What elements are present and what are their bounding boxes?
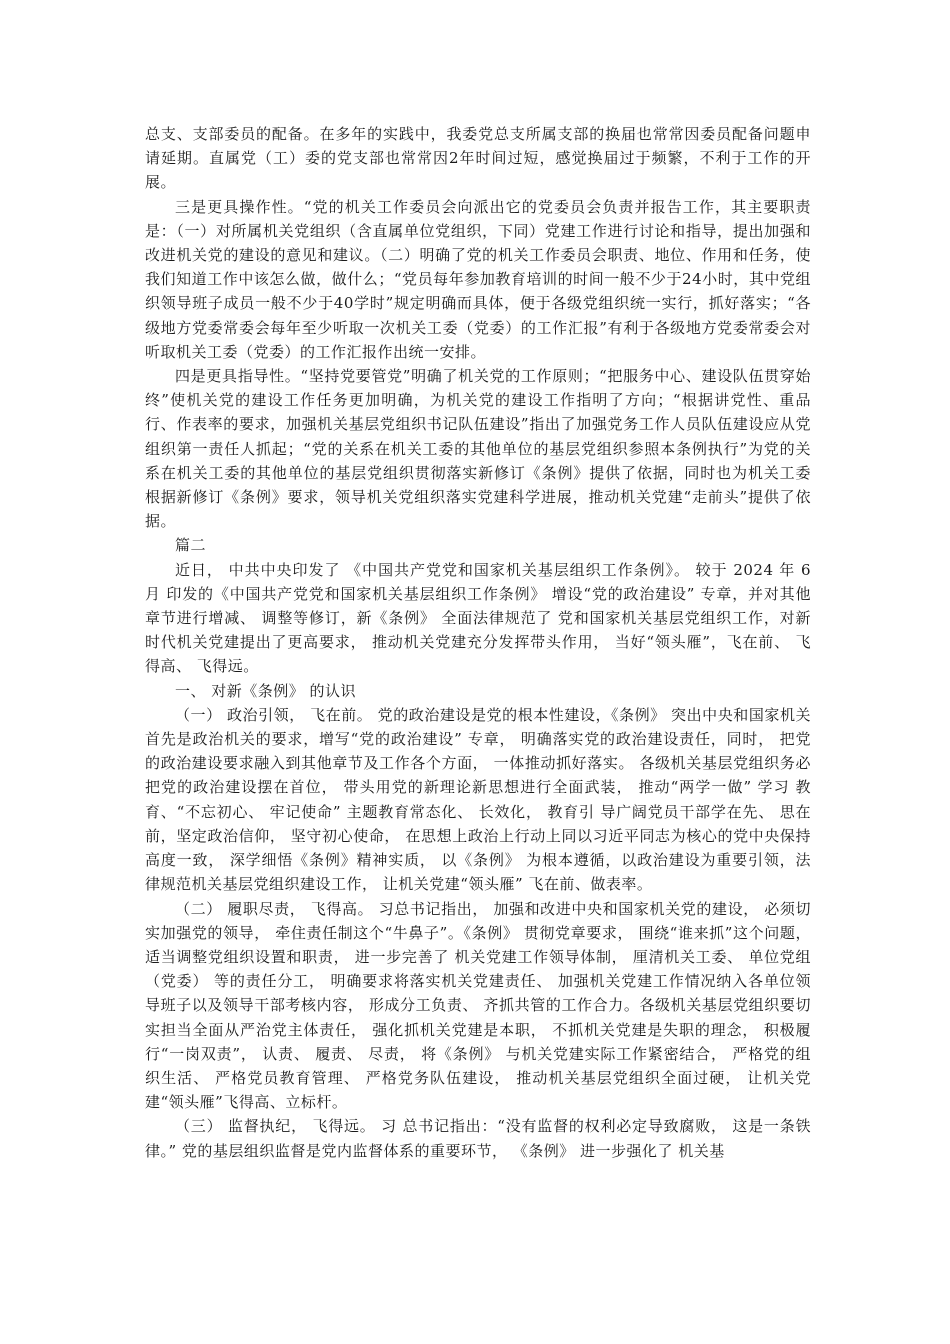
paragraph-continuation: 总支、支部委员的配备。在多年的实践中，我委党总支所属支部的换届也常常因委员配备问题申请延期。直属党（工）委的党支部也常常因2年时间过短，感觉换届过于频繁，不利于工作的开展。 bbox=[145, 125, 811, 192]
document-page bbox=[145, 122, 811, 1163]
section-heading-part-two: 篇二 bbox=[175, 536, 207, 555]
subheading-understanding: 一、 对新《条例》 的认识 bbox=[175, 681, 357, 700]
paragraph-point-four: 四是更具指导性。“坚持党要管党”明确了机关党的工作原则；“把服务中心、建设队伍贯穿始终”使机关党的建设工作任务更加明确，为机关党的建设工作指明了方向；“根据讲党性、重品行、作表率的要求，加强机关基层党组织书记队伍建设”指出了加强党务工作人员队伍建设应从党组织第一责任人抓起；“党的关系在机关工委的其他单位的基层党组织参照本条例执行”为党的关系在机关工委的其他单位的基层党组织贯彻落实新修订《条例》提供了依据，同时也为机关工委根据新修订《条例》要求，领导机关党组织落实党建科学进展，推动机关党建“走前头”提供了依据。 bbox=[145, 367, 811, 531]
paragraph-supervision: （三） 监督执纪， 飞得远。 习 总书记指出：“没有监督的权利必定导致腐败， 这是一条铁律。” 党的基层组织监督是党内监督体系的重要环节， 《条例》 进一步强化了 机关基 bbox=[145, 1117, 811, 1160]
paragraph-point-three: 三是更具操作性。“党的机关工作委员会向派出它的党委员会负责并报告工作，其主要职责是：（一）对所属机关党组织（含直属单位党组织，下同）党建工作进行讨论和指导，提出加强和改进机关党的建设的意见和建议。（二）明确了党的机关工作委员会职责、地位、作用和任务，使我们知道工作中该怎么做，做什么；“党员每年参加教育培训的时间一般不少于24小时，其中党组织领导班子成员一般不少于40学时”规定明确而具体，便于各级党组织统一实行，抓好落实；“各级地方党委常委会每年至少听取一次机关工委（党委）的工作汇报”有利于各级地方党委常委会对听取机关工委（党委）的工作汇报作出统一安排。 bbox=[145, 197, 811, 361]
paragraph-political-guidance: （一） 政治引领， 飞在前。 党的政治建设是党的根本性建设，《条例》 突出中央和国家机关首先是政治机关的要求，增写“党的政治建设” 专章， 明确落实党的政治建设责任，同时， 把党的政治建设要求融入到其他章节及工作各个方面， 一体推动抓好落实。 各级机关基层党组织务必把党的政治建设摆在首位， 带头用党的新理论新思想进行全面武装， 推动“两学一做” 学习 教育、“不忘初心、 牢记使命” 主题教育常态化、 长效化， 教育引 导广阔党员干部学在先、 思在前，坚定政治信仰， 坚守初心使命， 在思想上政治上行动上同以习近平同志为核心的党中央保持高度一致， 深学细悟《条例》精神实质， 以《条例》 为根本遵循，以政治建设为重要引领，法律规范机关基层党组织建设工作， 让机关党建“领头雁” 飞在前、做表率。 bbox=[145, 705, 811, 894]
paragraph-intro: 近日， 中共中央印发了 《中国共产党党和国家机关基层组织工作条例》。 较于 2024 年 6 月 印发的《中国共产党党和国家机关基层组织工作条例》 增设“党的政治建设” 专章，并对其他章节进行增减、 调整等修订，新《条例》 全面法律规范了 党和国家机关基层党组织工作，对新时代机关党建提出了更高要求， 推动机关党建充分发挥带头作用， 当好“领头雁”，飞在前、 飞得高、 飞得远。 bbox=[145, 560, 811, 676]
paragraph-duty-performance: （二） 履职尽责， 飞得高。 习总书记指出， 加强和改进中央和国家机关党的建设， 必须切实加强党的领导， 牵住责任制这个“牛鼻子”。《条例》 贯彻党章要求， 围绕“谁来抓”这个问题， 适当调整党组织设置和职责， 进一步完善了 机关党建工作领导体制， 厘清机关工委、 单位党组（党委） 等的责任分工， 明确要求将落实机关党建责任、 加强机关党建工作情况纳入各单位领导班子以及领导干部考核内容， 形成分工负责、 齐抓共管的工作合力。各级机关基层党组织要切实担当全面从严治党主体责任， 强化抓机关党建是本职， 不抓机关党建是失职的理念， 积极履行“一岗双责”， 认责、 履责、 尽责， 将《条例》 与机关党建实际工作紧密结合， 严格党的组织生活、 严格党员教育管理、 严格党务队伍建设， 推动机关基层党组织全面过硬， 让机关党建“领头雁”飞得高、立标杆。 bbox=[145, 899, 811, 1112]
